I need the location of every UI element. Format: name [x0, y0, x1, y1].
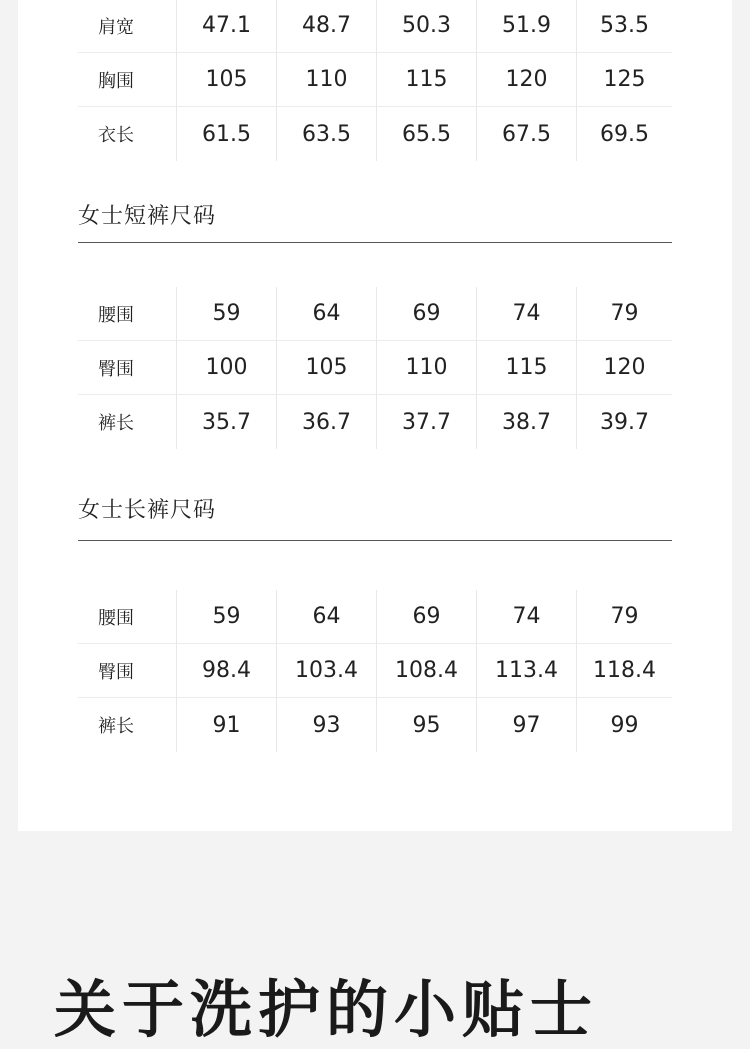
table-cell: 53.5: [576, 0, 672, 53]
table-cell: 65.5: [376, 107, 476, 161]
table-cell: 61.5: [176, 107, 276, 161]
table-row: [78, 107, 672, 161]
table-cell: 79: [576, 287, 672, 341]
table-cell: 95: [376, 698, 476, 752]
table-row: [78, 590, 672, 644]
table-row: [78, 395, 672, 449]
table-row: [78, 644, 672, 698]
trousers-section-title: 女士长裤尺码: [78, 498, 217, 523]
row-label: 肩宽: [78, 0, 176, 53]
table-row: [78, 287, 672, 341]
row-label: 裤长: [98, 716, 134, 737]
table-cell: 105: [176, 53, 276, 107]
table-cell: 38.7: [476, 395, 576, 449]
table-cell: 79: [576, 590, 672, 644]
table-row: [78, 53, 672, 107]
row-label: 腰围: [78, 287, 176, 341]
table-cell: 105: [276, 341, 376, 395]
table-cell: 69: [376, 590, 476, 644]
table-cell: 97: [476, 698, 576, 752]
shorts-section-title: 女士短裤尺码: [78, 204, 217, 229]
row-label: 裤长: [98, 413, 134, 434]
table-cell: 98.4: [176, 644, 276, 698]
table-cell: 120: [476, 53, 576, 107]
table-cell: 118.4: [576, 644, 672, 698]
table-cell: 115: [476, 341, 576, 395]
table-cell: 36.7: [276, 395, 376, 449]
shorts-size-table: [78, 287, 672, 449]
table-cell: 74: [476, 287, 576, 341]
table-cell: 39.7: [576, 395, 672, 449]
table-cell: 48.7: [276, 0, 376, 53]
row-label: 衣长: [98, 125, 134, 146]
table-cell: 47.1: [176, 0, 276, 53]
table-cell: 91: [176, 698, 276, 752]
table-cell: 120: [576, 341, 672, 395]
table-cell: 74: [476, 590, 576, 644]
table-row: [78, 341, 672, 395]
table-row: [78, 0, 672, 53]
table-cell: 110: [276, 53, 376, 107]
section-divider: [78, 540, 672, 541]
top-size-table: [78, 0, 672, 161]
table-cell: 50.3: [376, 0, 476, 53]
table-cell: 69: [376, 287, 476, 341]
trousers-size-table: [78, 590, 672, 752]
table-cell: 69.5: [576, 107, 672, 161]
table-cell: 64: [276, 590, 376, 644]
table-cell: 93: [276, 698, 376, 752]
table-cell: 51.9: [476, 0, 576, 53]
row-label: 臀围: [78, 341, 176, 395]
table-cell: 100: [176, 341, 276, 395]
care-tips-heading: 关于洗护的小贴士: [54, 973, 599, 1046]
row-label: 腰围: [78, 590, 176, 644]
table-cell: 35.7: [176, 395, 276, 449]
section-divider: [78, 242, 672, 243]
table-row: [78, 698, 672, 752]
table-cell: 115: [376, 53, 476, 107]
table-cell: 108.4: [376, 644, 476, 698]
table-cell: 113.4: [476, 644, 576, 698]
row-label: 臀围: [78, 644, 176, 698]
table-cell: 110: [376, 341, 476, 395]
table-cell: 59: [176, 287, 276, 341]
table-cell: 64: [276, 287, 376, 341]
table-cell: 59: [176, 590, 276, 644]
table-cell: 99: [576, 698, 672, 752]
table-cell: 67.5: [476, 107, 576, 161]
table-cell: 37.7: [376, 395, 476, 449]
row-label: 胸围: [78, 53, 176, 107]
table-cell: 125: [576, 53, 672, 107]
table-cell: 103.4: [276, 644, 376, 698]
table-cell: 63.5: [276, 107, 376, 161]
